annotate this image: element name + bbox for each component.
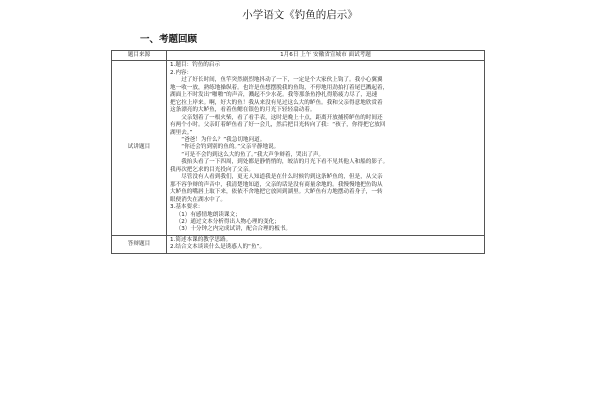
document-title: 小学语文《钓鱼的启示》 xyxy=(242,9,358,21)
defense-question: 2.结合文本谈谈什么是诱惑人的“鱼”。 xyxy=(170,244,266,251)
passage-line: 我再次把乞求的目光投向了父亲。 xyxy=(170,166,254,173)
passage-line: 把它拉上岸来。啊，好大的鱼！我从来没有见过这么大的鲈鱼。我和父亲得意地欣赏着 xyxy=(170,99,383,106)
passage-line: 父亲划着了一根火柴，看了看手表，这时是晚上十点，距离开放捕捞鲈鱼的时间还 xyxy=(181,114,383,121)
passage-line: “可是不会钓到这么大的鱼了。”我大声争辩着，哭出了声。 xyxy=(181,151,325,158)
requirement-item: （1）有感情地朗读课文； xyxy=(175,211,241,218)
exam-table xyxy=(111,50,485,254)
passage-line: 我抬头看了一下四周，到处都是静悄悄的，皎洁的月光下看不见其他人和船的影子。 xyxy=(181,159,389,166)
passage-line: 湖里去。” xyxy=(170,129,193,136)
passage-line: 那不容争辩的声音中，我清楚地知道，父亲的话是没有商量余地的。我慢慢地把鱼钩从 xyxy=(170,181,383,188)
passage-line: 地一收一放，熟练地操纵着。也许是鱼想摆脱我的鱼钩，不停地用劲拍打着尾巴溅起着， xyxy=(170,84,389,91)
requirement-item: （3）十分钟之内完成试讲，配合合理的板书。 xyxy=(175,226,292,233)
passage-line: 大鲈鱼的嘴唇上取下来，依依不舍地把它放回到湖里。大鲈鱼有力地摆动着身子，一转 xyxy=(170,189,383,196)
passage xyxy=(170,77,481,204)
defense-question: 1.简述本课的教学思路。 xyxy=(170,236,232,243)
defense-row xyxy=(112,235,485,253)
passage-line: 这条漂亮的大鲈鱼，看着鱼鳃在银色的月光下轻轻翕动着。 xyxy=(170,107,316,114)
passage-line: “爸爸！为什么？”我急切地问道。 xyxy=(181,136,266,143)
source-row xyxy=(112,51,485,61)
trial-content xyxy=(167,61,485,235)
trial-row xyxy=(112,61,485,235)
defense-content xyxy=(167,235,485,253)
defense-label: 答辩题目 xyxy=(112,235,167,253)
passage-line: 尽管没有人看到我们，更无人知道我是在什么时候钓到这条鲈鱼的，但是，从父亲 xyxy=(181,174,383,181)
passage-line: 湖面上不时发出“啪啪”的声音，溅起不少水花。我等那条鱼挣扎得筋疲力尽了，迅速 xyxy=(170,92,378,99)
passage-line: 过了好长时间，鱼竿突然剧烈地抖动了一下，一定是个大家伙上钩了。我小心翼翼 xyxy=(181,77,383,84)
content-label: 2.内容： xyxy=(170,69,193,76)
passage-line: 有两个小时。父亲盯着鲈鱼看了好一会儿，然后把目光转向了我：“孩子，你得把它放回 xyxy=(170,122,386,129)
requirement-item: （2）通过文本分析得出人物心理的变化； xyxy=(175,218,280,225)
passage-line: 眼便消失在湖水中了。 xyxy=(170,196,226,203)
topic-line: 1.题目：钓鱼的启示 xyxy=(170,62,221,69)
source-value: 1月6日 上午 安徽省宣城市 面试考题 xyxy=(167,51,485,61)
trial-label: 试讲题目 xyxy=(112,61,167,235)
requirements-label: 3.基本要求： xyxy=(170,204,204,211)
section-heading: 一、考题回顾 xyxy=(140,34,198,45)
passage-line: “你还会钓到别的鱼的。”父亲平静地说。 xyxy=(181,144,280,151)
source-label: 题目来源 xyxy=(112,51,167,61)
